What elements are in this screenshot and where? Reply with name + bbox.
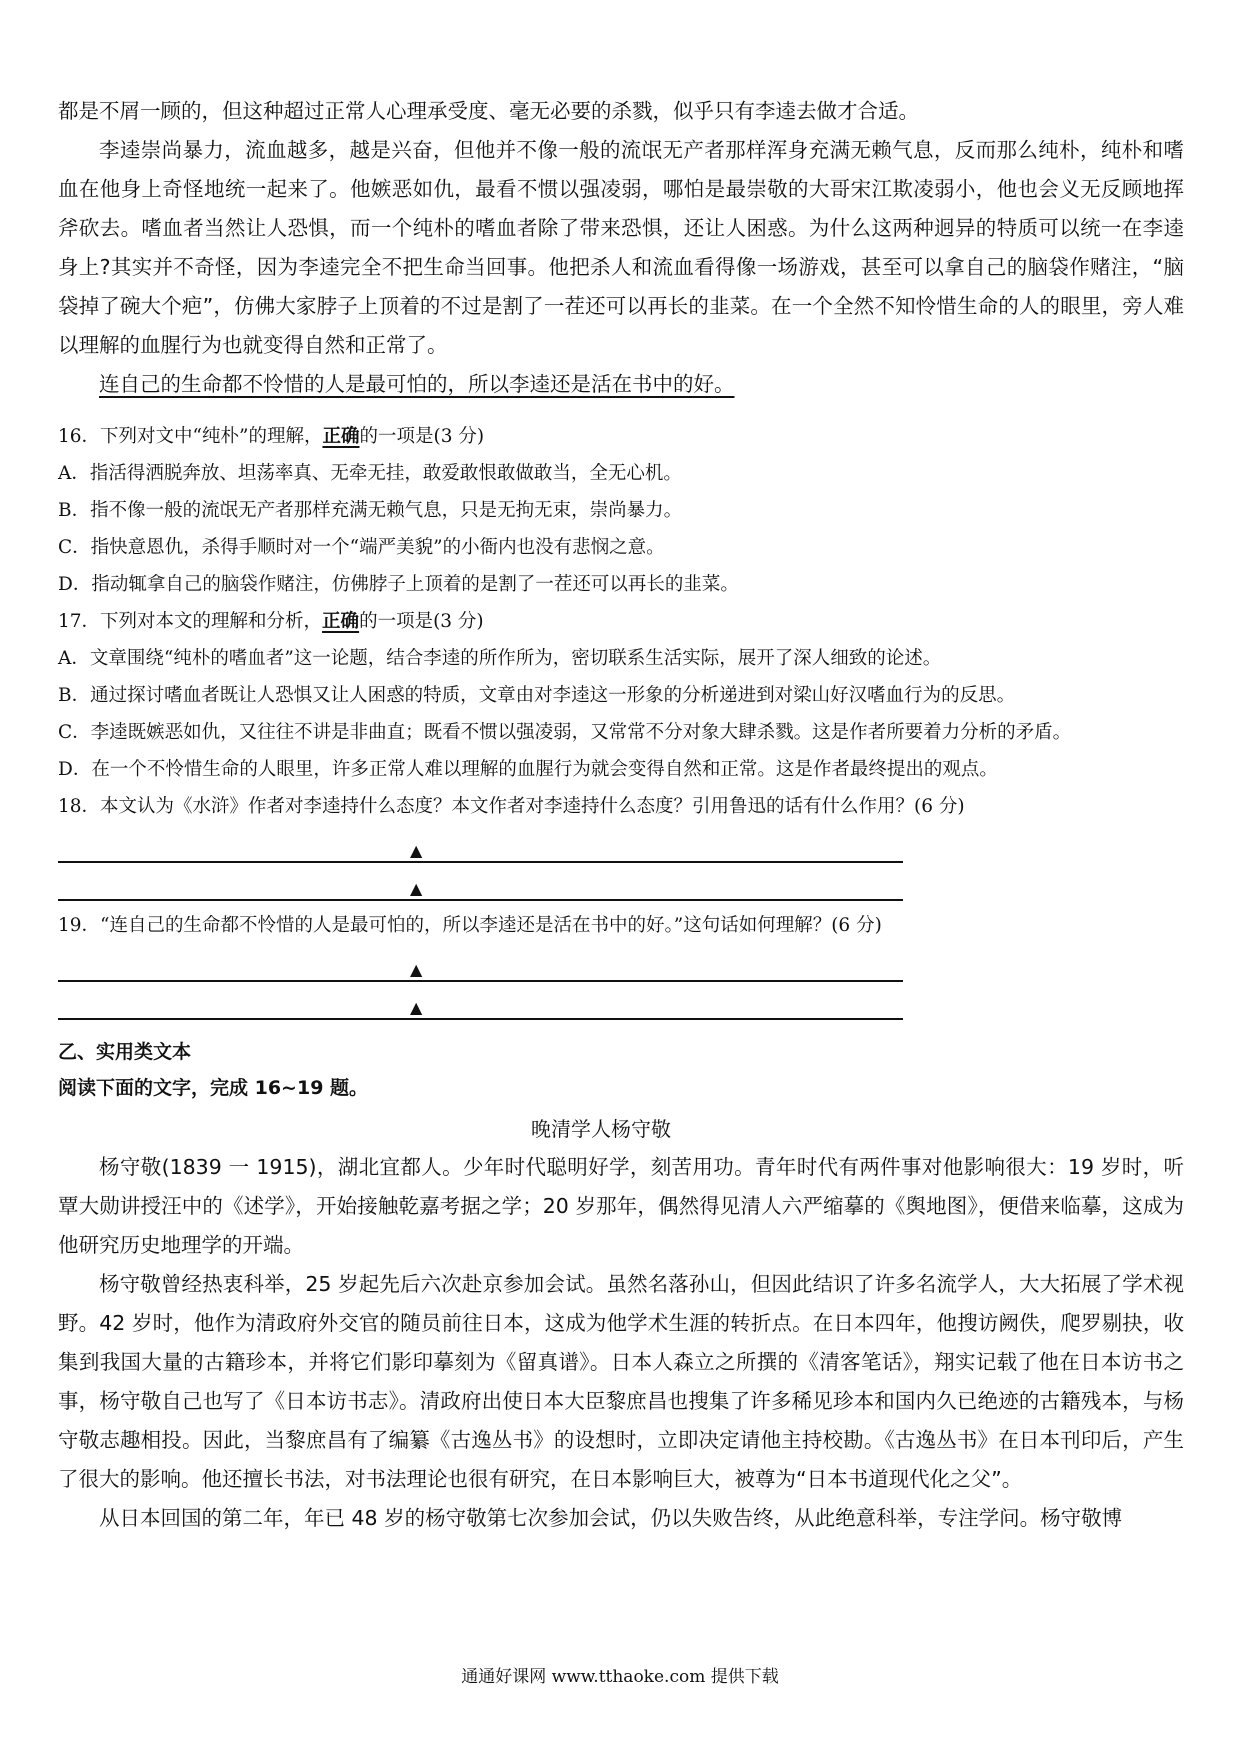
q18-answer-line-1[interactable] [58,825,903,863]
passage-underlined-sentence [58,365,1184,404]
question-19-stem: 19．“连自己的生命都不怜惜的人是最可怕的，所以李逵还是活在书中的好。”这句话如何理解？(6 分) [58,915,882,936]
document-page [58,92,1184,1538]
underlined-sentence-text: 连自己的生命都不怜惜的人是最可怕的，所以李逵还是活在书中的好。 [99,372,735,396]
q16-stem-b: 的一项是(3 分) [359,426,485,447]
q17-stem-b: 的一项是(3 分) [359,611,484,632]
article-title: 晚清学人杨守敬 [531,1117,671,1141]
q17-emphasis: 正确 [322,611,360,632]
triangle-marker-icon: ▲ [410,879,423,898]
triangle-marker-icon: ▲ [410,841,423,860]
passage-paragraph-1: 李逵崇尚暴力，流血越多，越是兴奋，但他并不像一般的流氓无产者那样浑身充满无赖气息，反而那么纯朴，纯朴和嗜血在他身上奇怪地统一起来了。他嫉恶如仇，最看不惯以强凌弱，哪怕是最崇敬的大哥宋江欺凌弱小，他也会义无反顾地挥斧砍去。嗜血者当然让人恐惧，而一个纯朴的嗜血者除了带来恐惧，还让人困惑。为什么这两种迥异的特质可以统一在李逵身上?其实并不奇怪，因为李逵完全不把生命当回事。他把杀人和流血看得像一场游戏，甚至可以拿自己的脑袋作赌注，“脑袋掉了碗大个疤”，仿佛大家脖子上顶着的不过是割了一茬还可以再长的韭菜。在一个全然不知怜惜生命的人的眼里，旁人难以理解的血腥行为也就变得自然和正常了。 [58,138,1184,357]
footer-source: 通通好课网 www.tthaoke.com 提供下载 [461,1667,779,1687]
q17-option-b: B．通过探讨嗜血者既让人恐惧又让人困惑的特质，文章由对李逵这一形象的分析递进到对梁山好汉嗜血行为的反思。 [58,685,1016,706]
passage-paragraph-0: 都是不屑一顾的，但这种超过正常人心理承受度、毫无必要的杀戮，似乎只有李逵去做才合适。 [58,99,919,123]
q19-answer-line-2[interactable] [58,982,903,1020]
q16-option-a: A．指活得洒脱奔放、坦荡率真、无牵无挂，敢爱敢恨敢做敢当，全无心机。 [58,463,682,484]
q16-stem-a: 16．下列对文中“纯朴”的理解， [58,426,323,447]
article-paragraph-2: 杨守敬曾经热衷科举，25 岁起先后六次赴京参加会试。虽然名落孙山，但因此结识了许多名流学人，大大拓展了学术视野。42 岁时，他作为清政府外交官的随员前往日本，这成为他学术生涯的转折点。在日本四年，他搜访阙佚，爬罗剔抉，收集到我国大量的古籍珍本，并将它们影印摹刻为《留真谱》。日本人森立之所撰的《清客笔话》，翔实记载了他在日本访书之事，杨守敬自己也写了《日本访书志》。清政府出使日本大臣黎庶昌也搜集了许多稀见珍本和国内久已绝迹的古籍残本，与杨守敬志趣相投。因此，当黎庶昌有了编纂《古逸丛书》的设想时，立即决定请他主持校勘。《古逸丛书》在日本刊印后，产生了很大的影响。他还擅长书法，对书法理论也很有研究，在日本影响巨大，被尊为“日本书道现代化之父”。 [58,1272,1184,1491]
question-17-stem [58,603,1184,640]
q16-option-c: C．指快意恩仇，杀得手顺时对一个“端严美貌”的小衙内也没有悲悯之意。 [58,537,665,558]
q18-answer-line-2[interactable] [58,863,903,901]
q17-option-c: C．李逵既嫉恶如仇，又往往不讲是非曲直；既看不惯以强凌弱，又常常不分对象大肆杀戮。这是作者所要着力分析的矛盾。 [58,722,1072,743]
triangle-marker-icon: ▲ [410,960,423,979]
q16-option-d: D．指动辄拿自己的脑袋作赌注，仿佛脖子上顶着的是割了一茬还可以再长的韭菜。 [58,574,739,595]
section-b-heading: 乙、实用类文本 [58,1041,192,1063]
section-b-instruction: 阅读下面的文字，完成 16~19 题。 [58,1077,369,1099]
article-paragraph-1: 杨守敬(1839 一 1915)，湖北宜都人。少年时代聪明好学，刻苦用功。青年时代有两件事对他影响很大：19 岁时，听覃大勋讲授汪中的《述学》，开始接触乾嘉考据之学；20 岁那年，偶然得见清人六严缩摹的《舆地图》，便借来临摹，这成为他研究历史地理学的开端。 [58,1155,1184,1257]
q16-option-b: B．指不像一般的流氓无产者那样充满无赖气息，只是无拘无束，崇尚暴力。 [58,500,683,521]
q16-emphasis: 正确 [322,426,360,447]
q17-option-d: D．在一个不怜惜生命的人眼里，许多正常人难以理解的血腥行为就会变得自然和正常。这是作者最终提出的观点。 [58,759,998,780]
q17-stem-a: 17．下列对本文的理解和分析， [58,611,323,632]
q19-answer-line-1[interactable] [58,944,903,982]
question-16-stem [58,418,1184,455]
question-18-stem: 18．本文认为《水浒》作者对李逵持什么态度？本文作者对李逵持什么态度？引用鲁迅的话有什么作用？(6 分) [58,796,965,817]
article-paragraph-3: 从日本回国的第二年，年已 48 岁的杨守敬第七次参加会试，仍以失败告终，从此绝意科举，专注学问。杨守敬博 [99,1506,1123,1530]
triangle-marker-icon: ▲ [410,998,423,1017]
q17-option-a: A．文章围绕“纯朴的嗜血者”这一论题，结合李逵的所作所为，密切联系生活实际，展开了深人细致的论述。 [58,648,942,669]
